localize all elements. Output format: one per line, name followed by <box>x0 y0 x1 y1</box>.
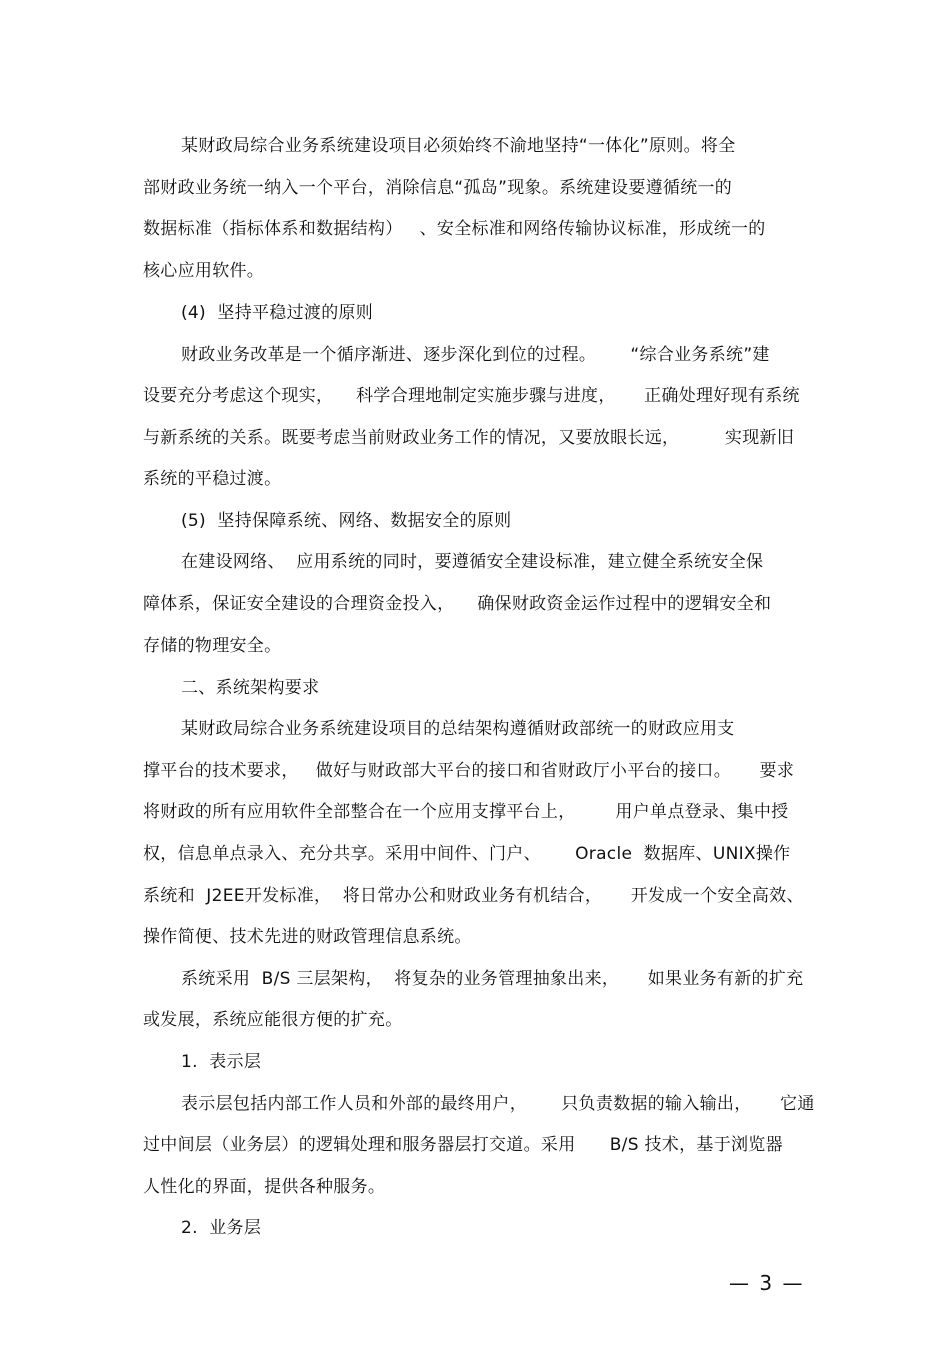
paragraph-line: 操作简便、技术先进的财政管理信息系统。 <box>143 927 472 947</box>
page-number: — 3 — <box>729 1271 805 1295</box>
paragraph-line: 过中间层（业务层）的逻辑处理和服务器层打交道。采用 B/S 技术，基于浏览器 <box>143 1135 783 1155</box>
paragraph-line: 撑平台的技术要求， 做好与财政部大平台的接口和省财政厅小平台的接口。 要求 <box>143 761 795 781</box>
paragraph-line: 在建设网络、 应用系统的同时，要遵循安全建设标准，建立健全系统安全保 <box>181 552 764 572</box>
paragraph-line: 设要充分考虑这个现实， 科学合理地制定实施步骤与进度， 正确处理好现有系统 <box>143 386 800 406</box>
paragraph-line: 或发展，系统应能很方便的扩充。 <box>143 1010 403 1030</box>
section-heading: 2. 业务层 <box>181 1218 262 1238</box>
paragraph-line: 核心应用软件。 <box>143 261 265 281</box>
paragraph-line: 障体系，保证安全建设的合理资金投入， 确保财政资金运作过程中的逻辑安全和 <box>143 594 772 614</box>
paragraph-line: 某财政局综合业务系统建设项目必须始终不渝地坚持“一体化”原则。将全 <box>181 136 736 156</box>
section-heading: (5) 坚持保障系统、网络、数据安全的原则 <box>181 511 512 531</box>
paragraph-line: 某财政局综合业务系统建设项目的总结架构遵循财政部统一的财政应用支 <box>181 719 735 739</box>
paragraph-line: 将财政的所有应用软件全部整合在一个应用支撑平台上， 用户单点登录、集中授 <box>143 802 789 822</box>
section-heading: 1. 表示层 <box>181 1052 262 1072</box>
paragraph-line: 存储的物理安全。 <box>143 636 282 656</box>
paragraph-line: 与新系统的关系。既要考虑当前财政业务工作的情况，又要放眼长远， 实现新旧 <box>143 428 795 448</box>
paragraph-line: 财政业务改革是一个循序渐进、逐步深化到位的过程。 “综合业务系统”建 <box>181 345 770 365</box>
paragraph-line: 表示层包括内部工作人员和外部的最终用户， 只负责数据的输入输出， 它通 <box>181 1094 815 1114</box>
paragraph-line: 部财政业务统一纳入一个平台，消除信息“孤岛”现象。系统建设要遵循统一的 <box>143 178 733 198</box>
paragraph-line: 系统的平稳过渡。 <box>143 469 282 489</box>
section-heading: 二、系统架构要求 <box>181 678 320 698</box>
paragraph-line: 系统采用 B/S 三层架构， 将复杂的业务管理抽象出来， 如果业务有新的扩充 <box>181 969 804 989</box>
paragraph-line: 人性化的界面，提供各种服务。 <box>143 1177 386 1197</box>
paragraph-line: 系统和 J2EE开发标准， 将日常办公和财政业务有机结合， 开发成一个安全高效、 <box>143 886 804 906</box>
paragraph-line: 数据标准（指标体系和数据结构） 、安全标准和网络传输协议标准，形成统一的 <box>143 219 766 239</box>
section-heading: (4) 坚持平稳过渡的原则 <box>181 303 374 323</box>
paragraph-line: 权，信息单点录入、充分共享。采用中间件、门户、 Oracle 数据库、UNIX操作 <box>143 844 791 864</box>
